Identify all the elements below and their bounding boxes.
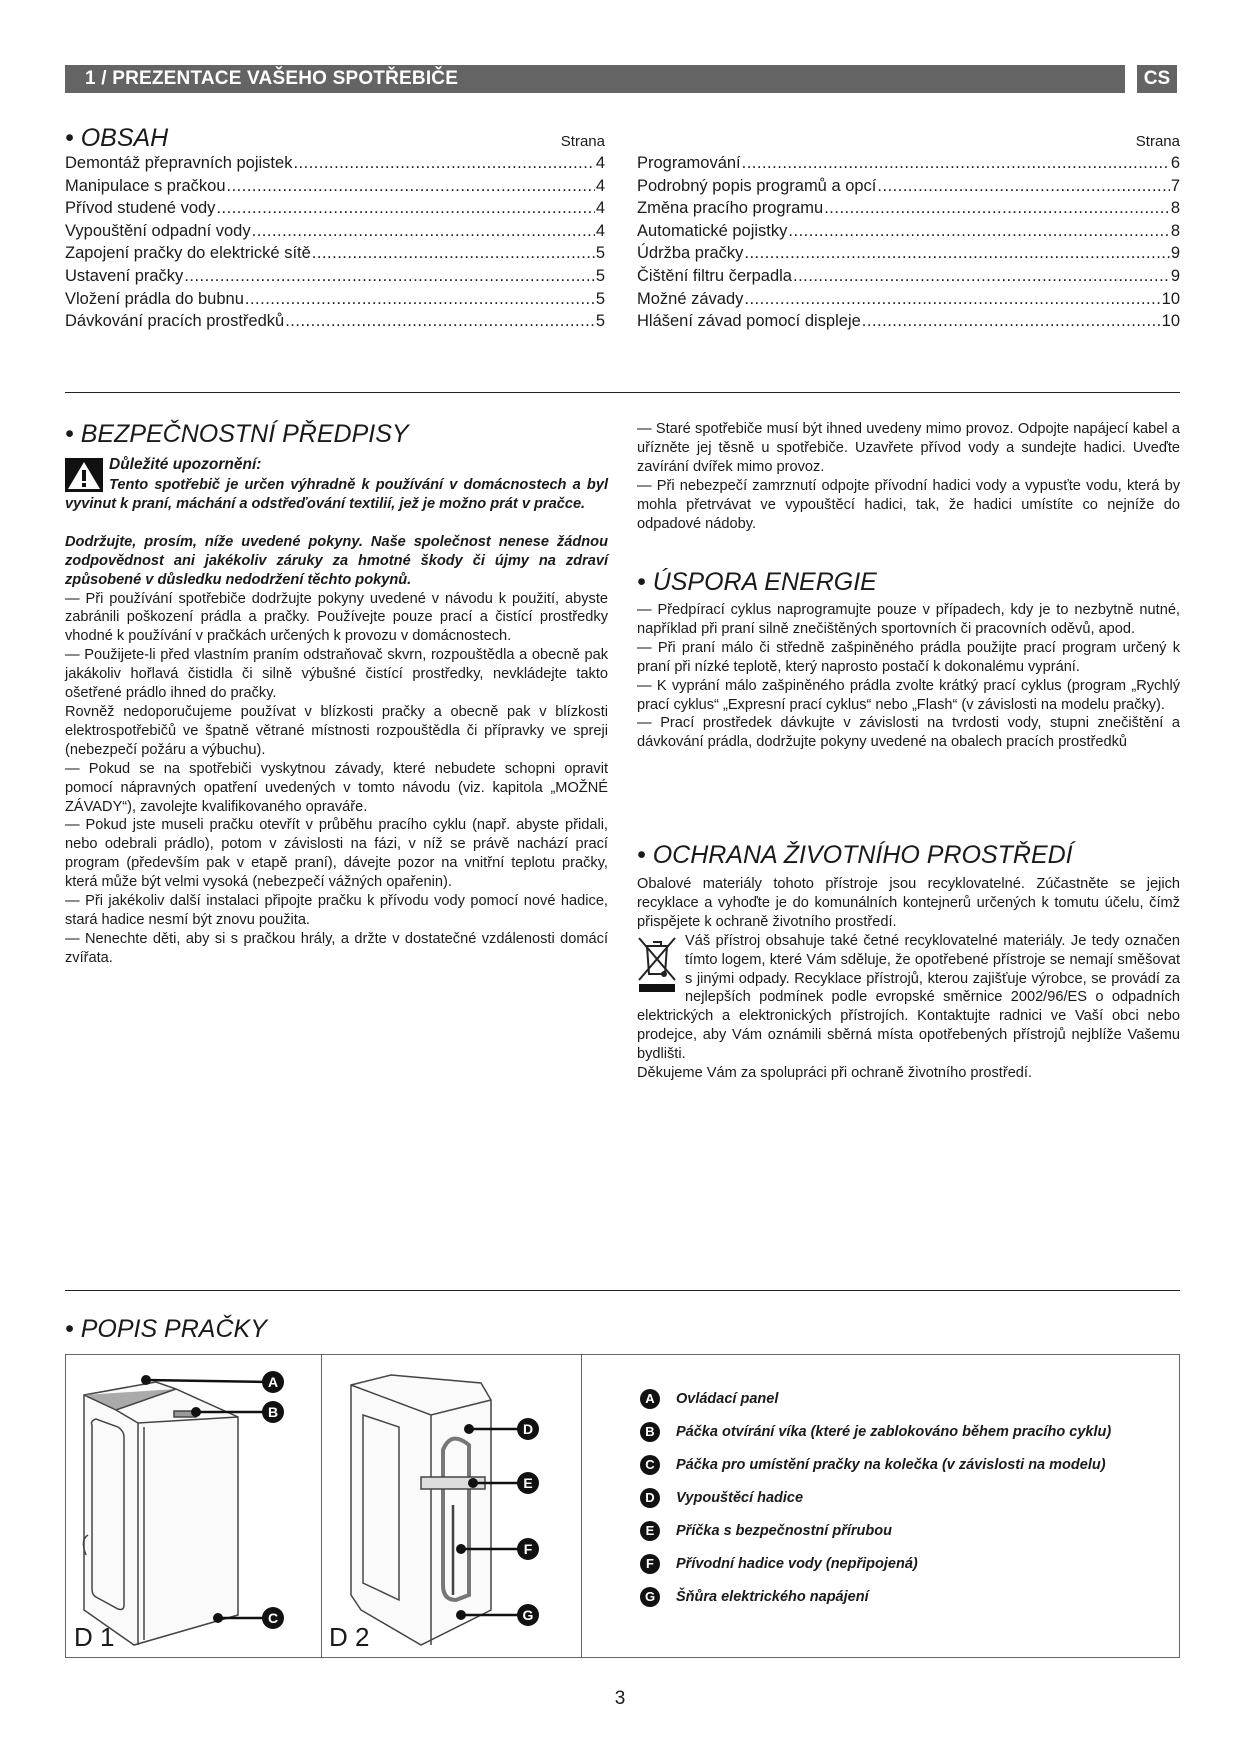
safety-column — [65, 456, 608, 968]
toc-entry-page: 7 — [1170, 176, 1180, 195]
legend-item — [640, 1514, 1111, 1547]
toc-entry[interactable] — [65, 288, 605, 311]
toc-entry[interactable] — [637, 197, 1180, 220]
toc-entry[interactable] — [65, 175, 605, 198]
energy-paragraph: — K vyprání málo zašpiněného prádla zvolte krátký prací cyklus (program „Rychlý prací cyklus“ „Expresní prací cyklus“ nebo „Flash“ (v závislosti na modelu pračky). — [637, 677, 1180, 713]
legend-item — [640, 1415, 1111, 1448]
toc-entry-page: 5 — [595, 266, 605, 285]
toc-entry-page: 6 — [1170, 154, 1180, 172]
toc-page-label: Strana — [1135, 133, 1180, 150]
page-number: 3 — [614, 1688, 626, 1709]
toc-entry-label: Přívod studené vody — [65, 199, 216, 218]
toc-entry-label: Demontáž přepravních pojistek — [65, 154, 293, 172]
toc-entry-label: Hlášení závad pomocí displeje — [637, 312, 861, 331]
legend-item — [640, 1382, 1111, 1415]
toc-leader-dots — [312, 242, 595, 265]
toc-leader-dots — [245, 288, 595, 311]
legend-item — [640, 1547, 1111, 1580]
toc-entry[interactable] — [637, 242, 1180, 265]
safety-paragraph: — Staré spotřebiče musí být ihned uvedeny mimo provoz. Odpojte napájecí kabel a uřízněte jej těsně u spotřebiče. Uzavřete přívod vody a sundejte hadici. Uveďte zavírání dvířek mimo provoz. — [637, 421, 1180, 475]
energy-paragraph: — Při praní málo či středně zašpiněného prádla použijte prací program určený k praní při nízké teplotě, který naprosto postačí k dokonalému vyprání. — [637, 639, 1180, 675]
toc-entry-label: Dávkování pracích prostředků — [65, 312, 285, 331]
energy-column — [637, 601, 1180, 752]
toc-leader-dots — [742, 152, 1170, 175]
toc-leader-dots — [285, 310, 595, 333]
environment-thanks: Děkujeme Vám za spolupráci při ochraně životního prostředí. — [637, 1065, 1033, 1082]
safety-title: • BEZPEČNOSTNÍ PŘEDPISY — [65, 420, 409, 448]
toc-entry[interactable] — [65, 152, 605, 175]
toc-entry-page: 10 — [1161, 312, 1180, 331]
toc-entry[interactable] — [637, 265, 1180, 288]
toc-left — [65, 132, 605, 333]
toc-entry-label: Možné závady — [637, 289, 744, 308]
toc-entry-page: 4 — [595, 221, 605, 240]
toc-entry-page: 9 — [1170, 244, 1180, 263]
legend-text: Příčka s bezpečnostní přírubou — [676, 1522, 892, 1539]
weee-recycling-bin-icon — [637, 936, 677, 994]
toc-leader-dots — [744, 288, 1160, 311]
toc-entry-label: Programování — [637, 154, 741, 172]
toc-entry[interactable] — [637, 152, 1180, 175]
chapter-header: 1 / PREZENTACE VAŠEHO SPOTŘEBIČE — [65, 65, 1125, 93]
legend-letter-badge: C — [640, 1455, 660, 1475]
figure-d1 — [66, 1355, 322, 1657]
safety-paragraph: — Nenechte děti, aby si s pračkou hrály, a držte v dostatečné vzdálenosti domácí zvířata. — [65, 930, 608, 966]
callout-d: D — [517, 1418, 539, 1440]
toc-entry-label: Automatické pojistky — [637, 221, 788, 240]
disclaimer-text: Dodržujte, prosím, níže uvedené pokyny. Naše společnost nenese žádnou zodpovědnost ani jakékoliv záruky za hmotné škody či újmy na zdraví způsobené v důsledku nedodržení těchto pokynů. — [65, 533, 608, 588]
toc-entry-page: 8 — [1170, 199, 1180, 218]
environment-intro: Obalové materiály tohoto přístroje jsou recyklovatelné. Zúčastněte se jejich recyklace a vyhoďte je do komunálních kontejnerů určených k tomutu účelu, čímž přispějete k ochraně životního prostředí. — [637, 876, 1180, 930]
warning-triangle-icon — [65, 458, 103, 492]
toc-leader-dots — [293, 152, 594, 175]
toc-entry-label: Zapojení pračky do elektrické sítě — [65, 244, 311, 263]
toc-title: • OBSAH — [65, 124, 169, 152]
safety-paragraph: — Použijete-li před vlastním praním odstraňovač skvrn, rozpouštědla a obecně pak jakákoliv hořlavá čistidla či silně výbušné čistící prostředky, nevkládejte takto ošetřené prádlo ihned do pračky. — [65, 647, 608, 702]
safety-paragraph: Rovněž nedoporučujeme používat v blízkosti pračky a obecně pak v blízkosti elektrospotřebičů ve špatně větrané místnosti rozpouštědla či přípravky ve spreji (nebezpečí požáru a výbuchu). — [65, 703, 608, 758]
environment-title: • OCHRANA ŽIVOTNÍHO PROSTŘEDÍ — [637, 841, 1073, 869]
figure-d2 — [321, 1355, 582, 1657]
warning-text: Tento spotřebič je určen výhradně k používání v domácnostech a byl vyvinut k praní, máchání a odstřeďování textilií, jež je možno prát v pračce. — [65, 477, 608, 512]
toc-leader-dots — [877, 175, 1169, 198]
toc-entry[interactable] — [65, 242, 605, 265]
toc-entry-page: 4 — [595, 176, 605, 195]
legend-text: Přívodní hadice vody (nepřipojená) — [676, 1555, 918, 1572]
callout-a: A — [262, 1371, 284, 1393]
toc-right — [637, 132, 1180, 333]
safety-continued-column — [637, 420, 1180, 533]
toc-entry[interactable] — [637, 288, 1180, 311]
toc-entry[interactable] — [637, 220, 1180, 243]
callout-e: E — [517, 1472, 539, 1494]
toc-entry-label: Čištění filtru čerpadla — [637, 266, 792, 285]
toc-leader-dots — [227, 175, 595, 198]
toc-entry-label: Ustavení pračky — [65, 266, 184, 285]
legend-text: Ovládací panel — [676, 1390, 779, 1407]
legend-letter-badge: E — [640, 1521, 660, 1541]
toc-entry-page: 5 — [595, 289, 605, 308]
callout-g: G — [517, 1604, 539, 1626]
toc-entry-page: 5 — [595, 244, 605, 263]
safety-paragraph: — Při používání spotřebiče dodržujte pokyny uvedené v návodu k použití, abyste zabránili poškození prádla a pračky. Používejte pouze prací a čistící prostředky vhodné k používání v pračkách určených k provozu v domácnostech. — [65, 590, 608, 645]
safety-paragraph: — Při nebezpečí zamrznutí odpojte přívodní hadici vody a vypusťte vodu, která by mohla přetrvávat ve vypouštěcí hadici, tak, že hadici umístíte co nejníže do odpadové nádoby. — [637, 477, 1180, 532]
legend-text: Vypouštěcí hadice — [676, 1489, 804, 1506]
energy-paragraph: — Prací prostředek dávkujte v závislosti na tvrdosti vody, stupni znečištění a dávkování prádla, dodržujte pokyny uvedené na obalech pracích prostředků — [637, 715, 1180, 751]
environment-column — [637, 875, 1180, 1083]
legend-item — [640, 1481, 1111, 1514]
toc-entry-page: 10 — [1161, 289, 1180, 308]
parts-legend — [640, 1382, 1111, 1613]
safety-paragraph: — Pokud se na spotřebiči vyskytnou závady, které nebudete schopni opravit pomocí nápravných opatření uvedených v tomto návodu (viz. kapitola „MOŽNÉ ZÁVADY“), zavolejte kvalifikovaného opraváře. — [65, 760, 608, 815]
weee-text: Váš přístroj obsahuje také četné recyklovatelné materiály. Je tedy označen tímto logem, které Vám sděluje, že opotřebené přístroje se nemají směšovat s jinými odpady. Recyklace přístrojů, kterou zajišťuje výrobce, se provádí za nejlepších podmínek podle evropské směrnice 2002/96/ES o odpadních elektrických a elektronických přístrojích. Kontaktujte radnici ve Vaší obci nebo prodejce, aby Vám oznámili sběrná místa opotřebených přístrojů nejblíže Vašemu bydlišti. — [637, 932, 1180, 1063]
toc-leader-dots — [744, 242, 1169, 265]
warning-heading: Důležité upozornění: — [109, 456, 262, 473]
toc-entry[interactable] — [637, 175, 1180, 198]
figure-label-d1: D 1 — [74, 1622, 115, 1652]
toc-leader-dots — [216, 197, 594, 220]
toc-entry-page: 5 — [595, 312, 605, 331]
legend-letter-badge: B — [640, 1422, 660, 1442]
callout-b: B — [262, 1401, 284, 1423]
toc-entry-label: Manipulace s pračkou — [65, 176, 226, 195]
legend-letter-badge: D — [640, 1488, 660, 1508]
energy-paragraph: — Předpírací cyklus naprogramujte pouze v případech, kdy je to nezbytně nutné, například při praní silně znečištěných sportovních či pracovních oděvů, apod. — [637, 602, 1180, 637]
legend-letter-badge: F — [640, 1554, 660, 1574]
legend-item — [640, 1580, 1111, 1613]
washing-machine-front-illustration — [66, 1355, 321, 1655]
toc-page-label: Strana — [560, 133, 605, 150]
callout-f: F — [517, 1538, 539, 1560]
legend-item — [640, 1448, 1111, 1481]
toc-entry[interactable] — [65, 310, 605, 333]
language-badge: CS — [1137, 65, 1177, 93]
toc-entry[interactable] — [65, 197, 605, 220]
legend-text: Šňůra elektrického napájení — [676, 1588, 869, 1605]
toc-entry-page: 8 — [1170, 221, 1180, 240]
toc-entry[interactable] — [637, 310, 1180, 333]
legend-text: Páčka otvírání víka (které je zablokováno během pracího cyklu) — [676, 1423, 1112, 1440]
toc-entry-label: Podrobný popis programů a opcí — [637, 176, 877, 195]
toc-leader-dots — [793, 265, 1170, 288]
toc-entry-label: Vložení prádla do bubnu — [65, 289, 244, 308]
divider — [65, 1290, 1180, 1291]
safety-paragraph: — Pokud jste museli pračku otevřít v průběhu pracího cyklu (např. abyste přidali, nebo odebrali prádlo), potom v závislosti na fázi, v níž se právě nachází prací program (především pak v etapě praní), dávejte pozor na vnitřní teplotu pračky, která může být velmi vysoká (nebezpečí vážných opařenin). — [65, 817, 608, 891]
legend-letter-badge: G — [640, 1587, 660, 1607]
legend-text: Páčka pro umístění pračky na kolečka (v závislosti na modelu) — [676, 1456, 1106, 1473]
safety-paragraph: — Při jakékoliv další instalaci připojte pračku k přívodu vody pomocí nové hadice, stará hadice nesmí být znovu použita. — [65, 893, 608, 928]
toc-entry[interactable] — [65, 220, 605, 243]
toc-leader-dots — [252, 220, 595, 243]
toc-leader-dots — [824, 197, 1170, 220]
washing-machine-back-illustration — [321, 1355, 581, 1655]
description-title: • POPIS PRAČKY — [65, 1315, 267, 1343]
toc-leader-dots — [862, 310, 1161, 333]
legend-letter-badge: A — [640, 1389, 660, 1409]
toc-entry-page: 4 — [595, 199, 605, 218]
toc-entry-page: 4 — [595, 154, 605, 172]
toc-leader-dots — [184, 265, 595, 288]
energy-title: • ÚSPORA ENERGIE — [637, 568, 877, 596]
toc-entry-label: Vypouštění odpadní vody — [65, 221, 251, 240]
callout-c: C — [262, 1607, 284, 1629]
toc-leader-dots — [788, 220, 1169, 243]
figure-label-d2: D 2 — [329, 1622, 370, 1652]
toc-entry[interactable] — [65, 265, 605, 288]
divider — [65, 392, 1180, 393]
toc-entry-label: Údržba pračky — [637, 244, 744, 263]
toc-entry-page: 9 — [1170, 266, 1180, 285]
toc-entry-label: Změna pracího programu — [637, 199, 824, 218]
